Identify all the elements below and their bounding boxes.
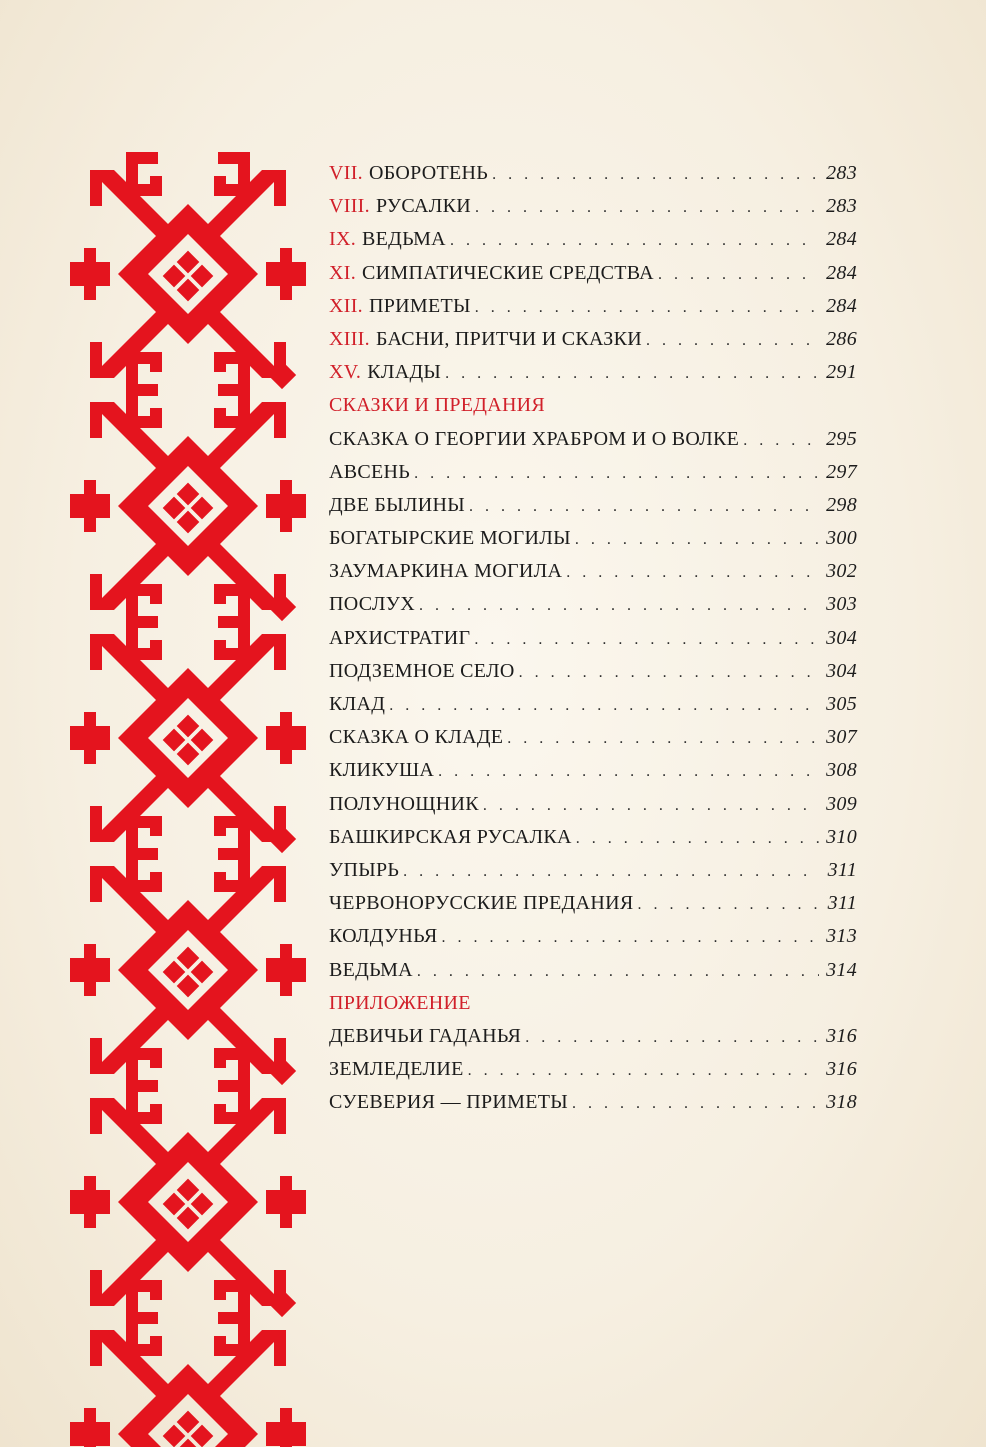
entry-title: ЗАУМАРКИНА МОГИЛА <box>329 560 563 583</box>
dot-leader <box>575 531 819 549</box>
toc-entry <box>329 859 857 892</box>
entry-title: РУСАЛКИ <box>375 195 471 218</box>
toc-entry <box>329 560 857 593</box>
dot-leader <box>442 929 819 947</box>
page-number: 305 <box>826 693 857 715</box>
toc-entry <box>329 461 857 494</box>
page-number: 308 <box>826 759 857 782</box>
chapter-number: XIII. <box>329 327 370 350</box>
dot-leader <box>576 830 819 848</box>
toc-section-heading: ПРИЛОЖЕНИЕ <box>329 991 471 1014</box>
entry-title: ПОСЛУХ <box>329 593 415 616</box>
entry-title: ПРИМЕТЫ <box>368 294 471 317</box>
dot-leader <box>475 299 819 317</box>
toc-entry <box>329 660 857 693</box>
toc-entry <box>329 527 857 560</box>
entry-title: ДЕВИЧЬИ ГАДАНЬЯ <box>329 1024 522 1047</box>
page-number: 303 <box>826 593 857 616</box>
dot-leader <box>414 465 819 483</box>
dot-leader <box>417 963 819 981</box>
dot-leader <box>450 232 819 250</box>
page-number: 302 <box>826 560 857 583</box>
page-number: 309 <box>826 792 857 815</box>
page-number: 284 <box>826 228 857 251</box>
page-number: 297 <box>826 460 857 483</box>
dot-leader <box>507 730 819 748</box>
dot-leader <box>474 631 819 649</box>
dot-leader <box>468 1062 819 1080</box>
dot-leader <box>519 664 819 682</box>
entry-title: ЧЕРВОНОРУССКИЕ ПРЕДАНИЯ <box>329 892 634 915</box>
toc-entry <box>329 1058 857 1091</box>
folk-ornament <box>70 150 306 1447</box>
page-number: 316 <box>826 1058 857 1081</box>
entry-title: ВЕДЬМА <box>362 228 446 251</box>
toc-entry <box>329 295 857 328</box>
dot-leader <box>419 597 819 615</box>
toc-entry <box>329 959 857 992</box>
chapter-number: VII. <box>329 162 363 184</box>
page-number: 283 <box>826 195 857 218</box>
entry-title: БОГАТЫРСКИЕ МОГИЛЫ <box>329 527 571 550</box>
entry-title: ПОДЗЕМНОЕ СЕЛО <box>329 659 515 682</box>
table-of-contents <box>329 162 857 1124</box>
entry-title: БАШКИРСКАЯ РУСАЛКА <box>329 825 572 848</box>
entry-title: УПЫРЬ <box>329 858 400 881</box>
entry-title: ДВЕ БЫЛИНЫ <box>329 493 466 516</box>
dot-leader <box>646 332 819 350</box>
entry-title: ОБОРОТЕНЬ <box>368 162 489 184</box>
page-number: 300 <box>826 527 857 550</box>
entry-title: ЗЕМЛЕДЕЛИЕ <box>329 1058 464 1081</box>
chapter-number: XI. <box>329 261 357 284</box>
chapter-number: IX. <box>329 228 357 251</box>
toc-entry <box>329 693 857 726</box>
dot-leader <box>658 266 819 284</box>
entry-title: СУЕВЕРИЯ — ПРИМЕТЫ <box>329 1091 568 1114</box>
toc-entry <box>329 428 857 461</box>
entry-title: АРХИСТРАТИГ <box>329 626 471 649</box>
entry-title: СКАЗКА О ГЕОРГИИ ХРАБРОМ И О ВОЛКЕ <box>329 427 740 450</box>
toc-entry <box>329 593 857 626</box>
dot-leader <box>637 896 819 914</box>
page-number: 318 <box>826 1091 857 1114</box>
dot-leader <box>572 1095 819 1113</box>
dot-leader <box>743 432 819 450</box>
chapter-number: VIII. <box>329 195 370 218</box>
entry-title: СКАЗКА О КЛАДЕ <box>329 726 504 749</box>
toc-entry <box>329 195 857 228</box>
toc-entry <box>329 1025 857 1058</box>
dot-leader <box>389 697 819 715</box>
page-number: 311 <box>827 892 857 915</box>
chapter-number: XII. <box>329 294 363 317</box>
page-number: 284 <box>826 294 857 317</box>
page-number: 298 <box>826 493 857 516</box>
toc-entry <box>329 925 857 958</box>
dot-leader <box>566 564 819 582</box>
page-number: 311 <box>827 858 857 881</box>
toc-entry <box>329 826 857 859</box>
page-number: 284 <box>826 261 857 284</box>
page-number: 313 <box>826 925 857 948</box>
toc-entry <box>329 262 857 295</box>
page-number: 295 <box>826 427 857 450</box>
page-number: 283 <box>826 162 857 184</box>
entry-title: КЛИКУША <box>329 759 435 782</box>
toc-entry <box>329 627 857 660</box>
page-number: 307 <box>826 726 857 749</box>
dot-leader <box>475 199 819 217</box>
dot-leader <box>492 166 819 184</box>
entry-title: СИМПАТИЧЕСКИЕ СРЕДСТВА <box>362 261 654 284</box>
dot-leader <box>445 365 819 383</box>
dot-leader <box>403 863 819 881</box>
toc-entry <box>329 162 857 195</box>
toc-entry <box>329 759 857 792</box>
page-number: 314 <box>826 958 857 981</box>
toc-entry <box>329 361 857 394</box>
page-number: 304 <box>826 626 857 649</box>
page-number: 304 <box>826 659 857 682</box>
entry-title: ВЕДЬМА <box>329 958 413 981</box>
dot-leader <box>483 797 819 815</box>
page-number: 291 <box>826 361 857 384</box>
toc-entry <box>329 892 857 925</box>
dot-leader <box>469 498 819 516</box>
page-number: 310 <box>826 825 857 848</box>
toc-entry <box>329 328 857 361</box>
entry-title: КЛАДЫ <box>367 361 442 384</box>
entry-title: КЛАД <box>329 693 386 715</box>
toc-entry <box>329 494 857 527</box>
toc-entry <box>329 228 857 261</box>
entry-title: БАСНИ, ПРИТЧИ И СКАЗКИ <box>375 327 642 350</box>
toc-section-heading: СКАЗКИ И ПРЕДАНИЯ <box>329 394 546 417</box>
toc-entry <box>329 793 857 826</box>
toc-entry <box>329 726 857 759</box>
page-number: 286 <box>826 327 857 350</box>
entry-title: ПОЛУНОЩНИК <box>329 792 479 815</box>
dot-leader <box>438 763 819 781</box>
chapter-number: XV. <box>329 361 362 384</box>
entry-title: КОЛДУНЬЯ <box>329 925 438 948</box>
entry-title: АВСЕНЬ <box>329 460 411 483</box>
page-number: 316 <box>826 1024 857 1047</box>
dot-leader <box>525 1029 819 1047</box>
toc-entry <box>329 1091 857 1124</box>
